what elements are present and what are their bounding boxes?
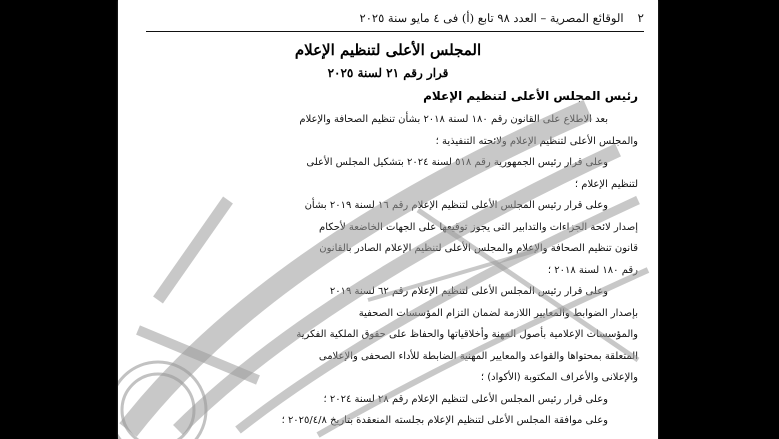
body-line: والإعلانى والأعراف المكتوبة (الأكواد) ؛ — [480, 372, 638, 383]
document-page — [118, 0, 658, 439]
page-header — [148, 9, 644, 27]
body-line: والمجلس الأعلى لتنظيم الإعلام ولائحته التنفيذية ؛ — [435, 135, 638, 147]
body-line: المتعلقة بمحتواها والقواعد والمعايير المهنية الضابطة للأداء الصحفى والإعلامى — [318, 350, 638, 362]
body-line: وعلى قرار رئيس المجلس الأعلى لتنظيم الإعلام رقم ٢٨ لسنة ٢٠٢٤ ؛ — [323, 393, 608, 405]
body-line: لتنظيم الإعلام ؛ — [574, 178, 638, 190]
chairman-heading: رئيس المجلس الأعلى لتنظيم الإعلام — [423, 89, 638, 103]
decision-body — [134, 109, 638, 432]
body-line: بعد الاطلاع على القانون رقم ١٨٠ لسنة ٢٠١٨ بشأن تنظيم الصحافة والإعلام — [299, 114, 608, 125]
body-line: وعلى موافقة المجلس الأعلى لتنظيم الإعلام بجلسته المنعقدة بتاريخ ٢٠٢٥/٤/٨ ؛ — [281, 415, 608, 426]
body-line: والمؤسسات الإعلامية بأصول المهنة وأخلاقياتها والحفاظ على حقوق الملكية الفكرية — [296, 329, 638, 340]
document-title: المجلس الأعلى لتنظيم الإعلام — [294, 41, 482, 59]
decision-number: قرار رقم ٢١ لسنة ٢٠٢٥ — [327, 66, 449, 80]
body-line: بإصدار الضوابط والمعايير اللازمة لضمان التزام المؤسسات الصحفية — [358, 307, 638, 319]
body-line: وعلى قرار رئيس الجمهورية رقم ٥١٨ لسنة ٢٠٢٤ بتشكيل المجلس الأعلى — [306, 157, 608, 168]
body-line: رقم ١٨٠ لسنة ٢٠١٨ ؛ — [547, 264, 638, 276]
header-divider — [146, 31, 644, 32]
page-number: ٢ — [637, 11, 644, 25]
body-line: إصدار لائحة الجزاءات والتدابير التى يجوز توقيعها على الجهات الخاضعة لأحكام — [319, 221, 638, 233]
publication-line: الوقائع المصرية – العدد ٩٨ تابع (أ) فى ٤ مايو سنة ٢٠٢٥ — [359, 11, 624, 25]
body-line: وعلى قرار رئيس المجلس الأعلى لتنظيم الإعلام رقم ١٦ لسنة ٢٠١٩ بشأن — [304, 200, 608, 211]
body-line: قانون تنظيم الصحافة والإعلام والمجلس الأعلى لتنظيم الإعلام الصادر بالقانون — [319, 243, 638, 254]
body-line: وعلى قرار رئيس المجلس الأعلى لتنظيم الإعلام رقم ٦٢ لسنة ٢٠١٩ — [329, 286, 608, 297]
